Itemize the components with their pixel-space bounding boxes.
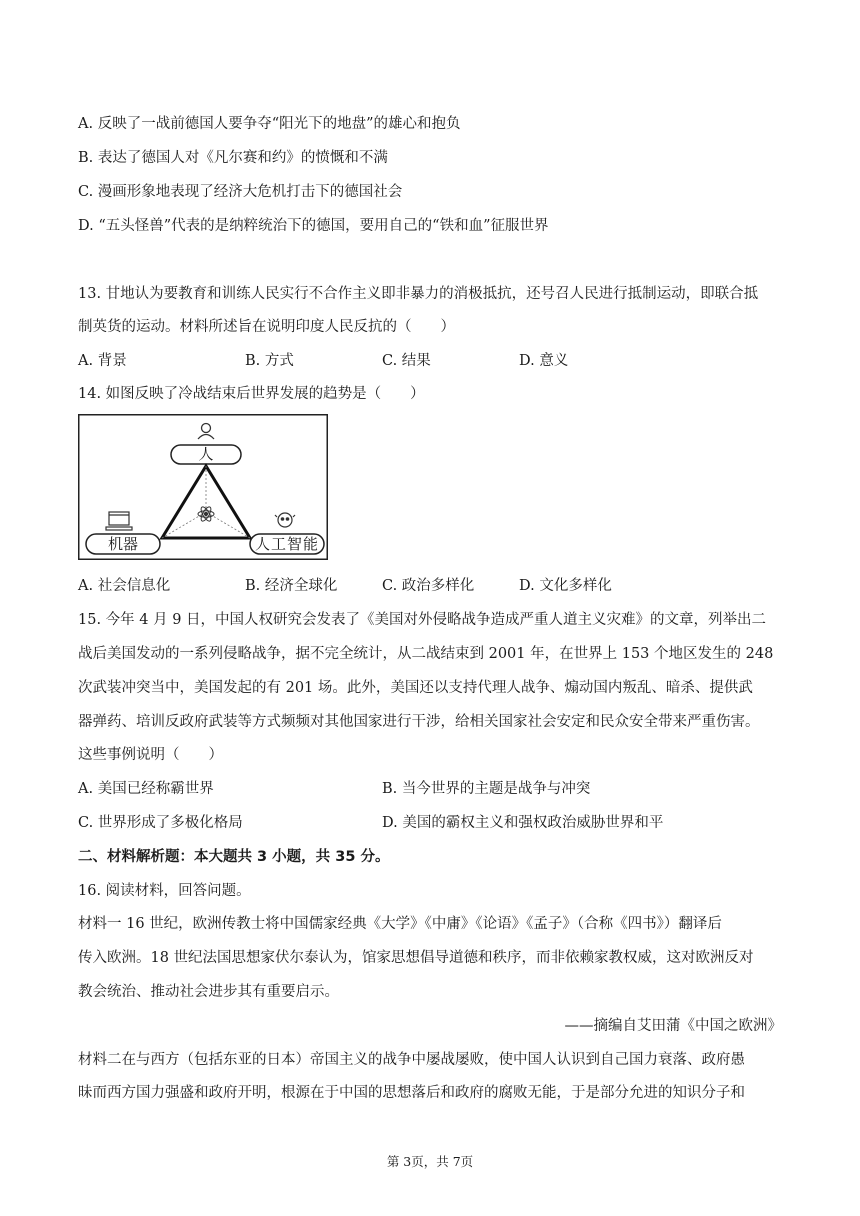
q12-option-d: D. “五头怪兽”代表的是纳粹统治下的德国，要用自己的“铁和血”征服世界 <box>78 218 549 234</box>
q16-material1-line2: 传入欧洲。18 世纪法国思想家伏尔泰认为，馆家思想倡导道德和秩序，而非依赖家教权威，这对欧洲反对 <box>78 950 754 966</box>
q14-stem: 14. 如图反映了冷战结束后世界发展的趋势是（ ） <box>78 386 425 402</box>
q14-figure <box>78 414 328 560</box>
figure-right-label: 人工智能 <box>254 535 319 553</box>
q16-stem: 16. 阅读材料，回答问题。 <box>78 883 251 899</box>
q15-option-c: C. 世界形成了多极化格局 <box>78 815 243 831</box>
q14-option-d: D. 文化多样化 <box>519 578 612 594</box>
q13-stem-line2: 制英货的运动。材料所述旨在说明印度人民反抗的（ ） <box>78 319 455 335</box>
q12-option-c: C. 漫画形象地表现了经济大危机打击下的德国社会 <box>78 184 403 200</box>
q15-option-d: D. 美国的霸权主义和强权政治威胁世界和平 <box>382 815 664 831</box>
q14-option-a: A. 社会信息化 <box>78 578 171 594</box>
q15-line4: 器弹药、培训反政府武装等方式频频对其他国家进行干涉，给相关国家社会安定和民众安全带来严重伤害。 <box>78 714 760 730</box>
q13-option-b: B. 方式 <box>245 353 294 369</box>
q15-line1: 15. 今年 4 月 9 日，中国人权研究会发表了《美国对外侵略战争造成严重人道主义灾难》的文章，列举出二 <box>78 612 767 628</box>
q12-option-a: A. 反映了一战前德国人要争夺“阳光下的地盘”的雄心和抱负 <box>78 116 461 132</box>
q15-line5: 这些事例说明（ ） <box>78 747 223 763</box>
q16-material2-line2: 昧而西方国力强盛和政府开明，根源在于中国的思想落后和政府的腐败无能，于是部分允进的知识分子和 <box>78 1085 745 1101</box>
q13-option-d: D. 意义 <box>519 353 569 369</box>
q14-option-b: B. 经济全球化 <box>245 578 338 594</box>
q15-option-a: A. 美国已经称霸世界 <box>78 781 214 797</box>
q15-line3: 次武装冲突当中，美国发起的有 201 场。此外，美国还以支持代理人战争、煽动国内叛乱、暗杀、提供武 <box>78 680 753 696</box>
q16-material2-line1: 材料二在与西方（包括东亚的日本）帝国主义的战争中屡战屡败，使中国人认识到自己国力衰落、政府愚 <box>78 1052 745 1068</box>
page-footer: 第 3页，共 7页 <box>386 1154 474 1169</box>
q14-option-c: C. 政治多样化 <box>382 578 475 594</box>
section2-heading: 二、材料解析题：本大题共 3 小题，共 35 分。 <box>78 849 390 865</box>
figure-top-label: 人 <box>198 445 214 463</box>
q13-stem-line1: 13. 甘地认为要教育和训练人民实行不合作主义即非暴力的消极抵抗，还号召人民进行抵制运动，即联合抵 <box>78 286 759 302</box>
q16-source1: ——摘编自艾田蒲《中国之欧洲》 <box>564 1018 782 1034</box>
q13-option-c: C. 结果 <box>382 353 431 369</box>
figure-left-label: 机器 <box>107 535 138 553</box>
q15-option-b: B. 当今世界的主题是战争与冲突 <box>382 781 591 797</box>
q13-option-a: A. 背景 <box>78 353 127 369</box>
q12-option-b: B. 表达了德国人对《凡尔赛和约》的愤慨和不满 <box>78 150 388 166</box>
q16-material1-line3: 教会统治、推动社会进步其有重要启示。 <box>78 984 339 1000</box>
q16-material1-line1: 材料一 16 世纪，欧洲传教士将中国儒家经典《大学》《中庸》《论语》《孟子》（合称《四书》）翻译后 <box>78 916 722 932</box>
q15-line2: 战后美国发动的一系列侵略战争，据不完全统计，从二战结束到 2001 年，在世界上 153 个地区发生的 248 <box>78 646 774 662</box>
